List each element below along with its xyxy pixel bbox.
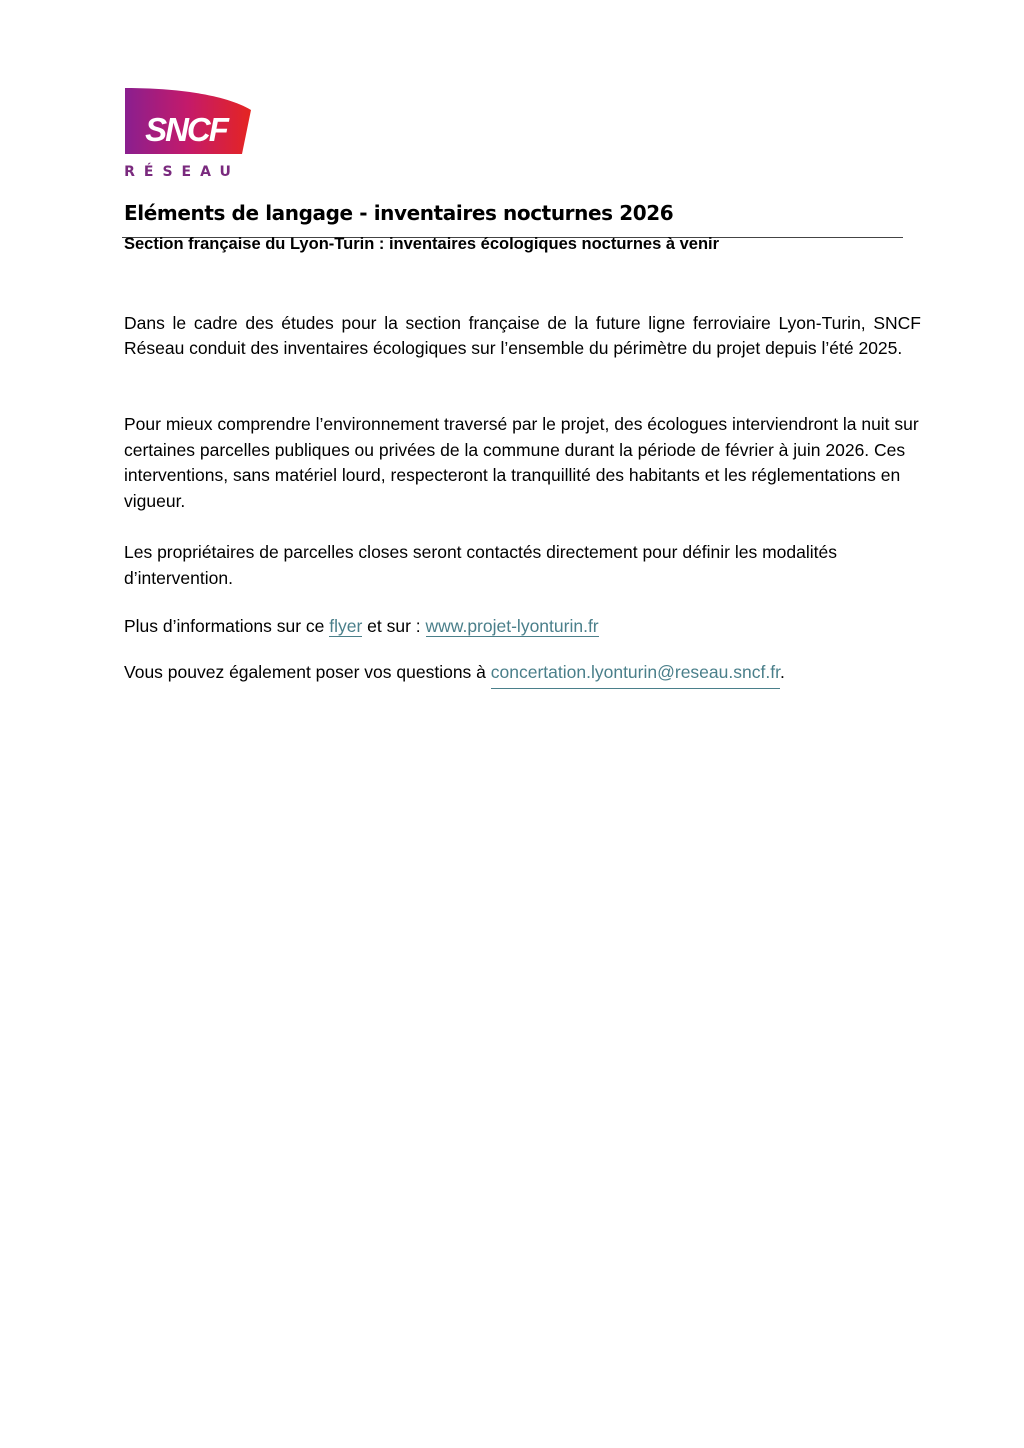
svg-text:RÉSEAU: RÉSEAU [124, 164, 240, 180]
paragraph-more-info [124, 614, 921, 639]
document-subtitle: Section française du Lyon-Turin : inventaires écologiques nocturnes à venir [124, 235, 720, 253]
sncf-reseau-logo [124, 88, 254, 180]
more-info-middle: et sur : [362, 616, 426, 636]
website-link[interactable]: www.projet-lyonturin.fr [425, 616, 599, 636]
paragraph-owners: Les propriétaires de parcelles closes seront contactés directement pour définir les modalités d’intervention. [124, 542, 837, 588]
email-link[interactable]: concertation.lyonturin@reseau.sncf.fr [491, 662, 780, 689]
paragraph-context: Dans le cadre des études pour la section française de la future ligne ferroviaire Lyon-Turin, SNCF Réseau conduit des inventaires écologiques sur l’ensemble du périmètre du projet depuis l’été 2025. [124, 313, 921, 358]
svg-text:SNCF: SNCF [145, 111, 227, 148]
contact-text: Vous pouvez également poser vos questions à [124, 662, 491, 682]
more-info-text: Plus d’informations sur ce [124, 616, 330, 636]
contact-period: . [779, 662, 785, 682]
flyer-link[interactable]: flyer [329, 616, 363, 636]
paragraph-interventions: Pour mieux comprendre l’environnement traversé par le projet, des écologues interviendront la nuit sur certaines parcelles publiques ou privées de la commune durant la période de février à juin 2026. Ces interventions, sans matériel lourd, respecteront la tranquillité des habitants et les réglementations en vigueur. [124, 414, 919, 511]
document-title: Eléments de langage - inventaires nocturnes 2026 [124, 201, 674, 225]
paragraph-contact [124, 660, 921, 685]
